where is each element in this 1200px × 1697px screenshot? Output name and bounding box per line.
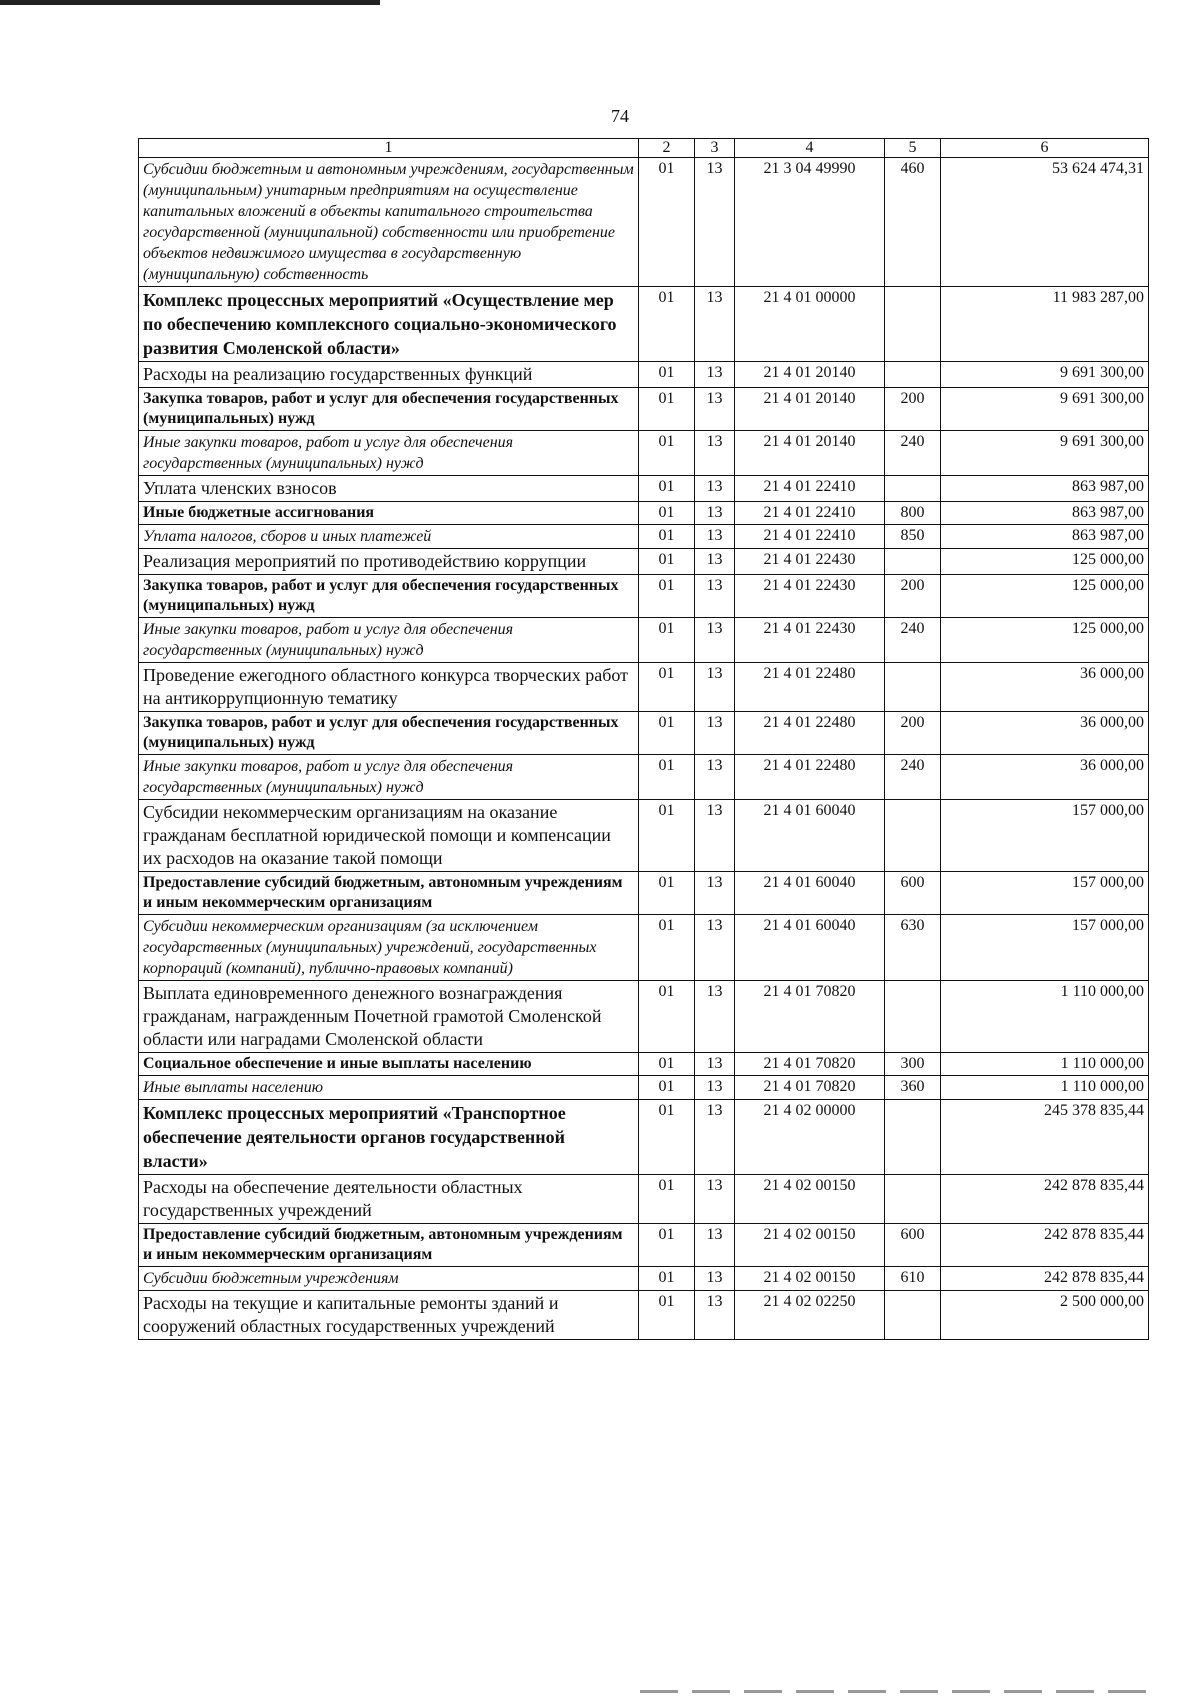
row-amount-cell: 242 878 835,44 — [941, 1175, 1149, 1224]
row-amount-cell: 9 691 300,00 — [941, 431, 1149, 476]
row-name-cell: Иные бюджетные ассигнования — [139, 502, 639, 525]
row-expense-type-cell — [885, 549, 941, 575]
row-amount-cell: 157 000,00 — [941, 872, 1149, 915]
row-subsection-cell: 13 — [695, 575, 735, 618]
row-name-cell: Расходы на обеспечение деятельности областных государственных учреждений — [139, 1175, 639, 1224]
row-subsection-cell: 13 — [695, 1224, 735, 1267]
table-row — [139, 915, 1149, 981]
row-section-cell: 01 — [639, 476, 695, 502]
row-subsection-cell: 13 — [695, 1267, 735, 1291]
table-row — [139, 476, 1149, 502]
row-expense-type-cell: 240 — [885, 755, 941, 800]
row-target-code-cell: 21 4 02 00000 — [735, 1100, 885, 1175]
table-row — [139, 1267, 1149, 1291]
row-name-cell: Уплата членских взносов — [139, 476, 639, 502]
table-row — [139, 1175, 1149, 1224]
row-expense-type-cell — [885, 800, 941, 872]
row-section-cell: 01 — [639, 872, 695, 915]
row-section-cell: 01 — [639, 981, 695, 1053]
row-section-cell: 01 — [639, 362, 695, 388]
row-name-cell: Комплекс процессных мероприятий «Осуществление мер по обеспечению комплексного социально-экономического развития Смоленской области» — [139, 287, 639, 362]
row-subsection-cell: 13 — [695, 287, 735, 362]
row-name-cell: Субсидии некоммерческим организациям (за исключением государственных (муниципальных) учреждений, государственных корпораций (компаний), публично-правовых компаний) — [139, 915, 639, 981]
row-expense-type-cell: 850 — [885, 525, 941, 549]
row-amount-cell: 242 878 835,44 — [941, 1224, 1149, 1267]
row-name-cell: Закупка товаров, работ и услуг для обеспечения государственных (муниципальных) нужд — [139, 388, 639, 431]
row-section-cell: 01 — [639, 1291, 695, 1340]
row-section-cell: 01 — [639, 663, 695, 712]
row-section-cell: 01 — [639, 287, 695, 362]
row-subsection-cell: 13 — [695, 1053, 735, 1076]
row-name-cell: Иные закупки товаров, работ и услуг для обеспечения государственных (муниципальных) нужд — [139, 431, 639, 476]
row-name-cell: Иные закупки товаров, работ и услуг для обеспечения государственных (муниципальных) нужд — [139, 618, 639, 663]
row-subsection-cell: 13 — [695, 388, 735, 431]
row-section-cell: 01 — [639, 431, 695, 476]
table-row — [139, 388, 1149, 431]
row-amount-cell: 157 000,00 — [941, 915, 1149, 981]
row-target-code-cell: 21 4 01 70820 — [735, 981, 885, 1053]
row-section-cell: 01 — [639, 388, 695, 431]
row-amount-cell: 36 000,00 — [941, 663, 1149, 712]
scan-edge-mark — [640, 1690, 1160, 1693]
row-amount-cell: 9 691 300,00 — [941, 362, 1149, 388]
row-section-cell: 01 — [639, 158, 695, 287]
row-subsection-cell: 13 — [695, 872, 735, 915]
table-row — [139, 431, 1149, 476]
row-target-code-cell: 21 4 01 70820 — [735, 1053, 885, 1076]
row-section-cell: 01 — [639, 1100, 695, 1175]
row-amount-cell: 36 000,00 — [941, 755, 1149, 800]
row-amount-cell: 125 000,00 — [941, 575, 1149, 618]
row-expense-type-cell: 600 — [885, 872, 941, 915]
budget-table — [138, 138, 1149, 1340]
row-target-code-cell: 21 4 01 00000 — [735, 287, 885, 362]
page-number: 74 — [611, 106, 629, 126]
row-section-cell: 01 — [639, 502, 695, 525]
table-row — [139, 525, 1149, 549]
row-target-code-cell: 21 4 01 22480 — [735, 712, 885, 755]
row-expense-type-cell: 460 — [885, 158, 941, 287]
table-row — [139, 1100, 1149, 1175]
table-row — [139, 800, 1149, 872]
row-subsection-cell: 13 — [695, 981, 735, 1053]
row-amount-cell: 125 000,00 — [941, 618, 1149, 663]
row-amount-cell: 863 987,00 — [941, 525, 1149, 549]
row-expense-type-cell — [885, 663, 941, 712]
row-amount-cell: 157 000,00 — [941, 800, 1149, 872]
table-row — [139, 981, 1149, 1053]
row-section-cell: 01 — [639, 800, 695, 872]
row-expense-type-cell: 600 — [885, 1224, 941, 1267]
table-row — [139, 618, 1149, 663]
row-target-code-cell: 21 4 01 22430 — [735, 575, 885, 618]
row-name-cell: Комплекс процессных мероприятий «Транспортное обеспечение деятельности органов государственной власти» — [139, 1100, 639, 1175]
row-section-cell: 01 — [639, 1053, 695, 1076]
row-amount-cell: 242 878 835,44 — [941, 1267, 1149, 1291]
row-expense-type-cell: 200 — [885, 712, 941, 755]
row-name-cell: Закупка товаров, работ и услуг для обеспечения государственных (муниципальных) нужд — [139, 712, 639, 755]
table-header-row — [139, 139, 1149, 158]
row-target-code-cell: 21 3 04 49990 — [735, 158, 885, 287]
row-subsection-cell: 13 — [695, 1291, 735, 1340]
row-expense-type-cell: 240 — [885, 431, 941, 476]
table-row — [139, 663, 1149, 712]
row-subsection-cell: 13 — [695, 502, 735, 525]
row-target-code-cell: 21 4 01 70820 — [735, 1076, 885, 1100]
row-expense-type-cell — [885, 476, 941, 502]
row-target-code-cell: 21 4 01 22430 — [735, 618, 885, 663]
row-subsection-cell: 13 — [695, 431, 735, 476]
row-name-cell: Иные закупки товаров, работ и услуг для обеспечения государственных (муниципальных) нужд — [139, 755, 639, 800]
row-expense-type-cell: 200 — [885, 575, 941, 618]
row-name-cell: Социальное обеспечение и иные выплаты населению — [139, 1053, 639, 1076]
row-section-cell: 01 — [639, 575, 695, 618]
table-row — [139, 549, 1149, 575]
row-expense-type-cell — [885, 1291, 941, 1340]
row-subsection-cell: 13 — [695, 915, 735, 981]
row-subsection-cell: 13 — [695, 476, 735, 502]
row-name-cell: Предоставление субсидий бюджетным, автономным учреждениям и иным некоммерческим организациям — [139, 1224, 639, 1267]
table-row — [139, 712, 1149, 755]
row-target-code-cell: 21 4 01 22410 — [735, 525, 885, 549]
row-expense-type-cell: 610 — [885, 1267, 941, 1291]
row-name-cell: Субсидии бюджетным и автономным учреждениям, государственным (муниципальным) унитарным предприятиям на осуществление капитальных вложений в объекты капитального строительства государственной (муниципальной) собственности или приобретение объектов недвижимого имущества в государственную (муниципальную) собственность — [139, 158, 639, 287]
column-header: 4 — [735, 139, 885, 158]
column-header: 3 — [695, 139, 735, 158]
row-expense-type-cell: 360 — [885, 1076, 941, 1100]
row-name-cell: Субсидии некоммерческим организациям на оказание гражданам бесплатной юридической помощи и компенсации их расходов на оказание такой помощи — [139, 800, 639, 872]
row-expense-type-cell — [885, 1100, 941, 1175]
table-row — [139, 575, 1149, 618]
row-target-code-cell: 21 4 01 22410 — [735, 502, 885, 525]
row-expense-type-cell — [885, 362, 941, 388]
scan-edge-mark — [0, 0, 380, 5]
row-target-code-cell: 21 4 02 00150 — [735, 1224, 885, 1267]
row-amount-cell: 1 110 000,00 — [941, 1076, 1149, 1100]
table-row — [139, 1224, 1149, 1267]
row-target-code-cell: 21 4 01 22410 — [735, 476, 885, 502]
row-target-code-cell: 21 4 01 22430 — [735, 549, 885, 575]
row-subsection-cell: 13 — [695, 158, 735, 287]
row-expense-type-cell — [885, 981, 941, 1053]
row-section-cell: 01 — [639, 1267, 695, 1291]
row-amount-cell: 36 000,00 — [941, 712, 1149, 755]
row-subsection-cell: 13 — [695, 712, 735, 755]
row-subsection-cell: 13 — [695, 755, 735, 800]
row-amount-cell: 53 624 474,31 — [941, 158, 1149, 287]
row-subsection-cell: 13 — [695, 549, 735, 575]
table-body — [139, 158, 1149, 1340]
row-name-cell: Выплата единовременного денежного вознаграждения гражданам, награжденным Почетной грамотой Смоленской области или наградами Смоленской области — [139, 981, 639, 1053]
column-header: 2 — [639, 139, 695, 158]
row-name-cell: Реализация мероприятий по противодействию коррупции — [139, 549, 639, 575]
row-subsection-cell: 13 — [695, 1100, 735, 1175]
row-section-cell: 01 — [639, 1076, 695, 1100]
row-section-cell: 01 — [639, 712, 695, 755]
row-amount-cell: 9 691 300,00 — [941, 388, 1149, 431]
row-target-code-cell: 21 4 02 00150 — [735, 1267, 885, 1291]
row-section-cell: 01 — [639, 755, 695, 800]
row-target-code-cell: 21 4 01 20140 — [735, 362, 885, 388]
row-name-cell: Закупка товаров, работ и услуг для обеспечения государственных (муниципальных) нужд — [139, 575, 639, 618]
row-target-code-cell: 21 4 01 60040 — [735, 800, 885, 872]
row-section-cell: 01 — [639, 915, 695, 981]
row-subsection-cell: 13 — [695, 1175, 735, 1224]
row-expense-type-cell: 630 — [885, 915, 941, 981]
table-row — [139, 158, 1149, 287]
row-name-cell: Расходы на текущие и капитальные ремонты зданий и сооружений областных государственных учреждений — [139, 1291, 639, 1340]
table-row — [139, 1291, 1149, 1340]
row-amount-cell: 245 378 835,44 — [941, 1100, 1149, 1175]
row-subsection-cell: 13 — [695, 663, 735, 712]
row-name-cell: Субсидии бюджетным учреждениям — [139, 1267, 639, 1291]
row-target-code-cell: 21 4 01 60040 — [735, 872, 885, 915]
row-subsection-cell: 13 — [695, 1076, 735, 1100]
row-subsection-cell: 13 — [695, 618, 735, 663]
column-header: 5 — [885, 139, 941, 158]
row-amount-cell: 863 987,00 — [941, 502, 1149, 525]
row-amount-cell: 125 000,00 — [941, 549, 1149, 575]
row-expense-type-cell: 800 — [885, 502, 941, 525]
row-target-code-cell: 21 4 01 20140 — [735, 388, 885, 431]
row-expense-type-cell — [885, 287, 941, 362]
row-amount-cell: 11 983 287,00 — [941, 287, 1149, 362]
row-amount-cell: 863 987,00 — [941, 476, 1149, 502]
row-name-cell: Уплата налогов, сборов и иных платежей — [139, 525, 639, 549]
table-row — [139, 287, 1149, 362]
table-row — [139, 1053, 1149, 1076]
row-name-cell: Проведение ежегодного областного конкурса творческих работ на антикоррупционную тематику — [139, 663, 639, 712]
row-subsection-cell: 13 — [695, 800, 735, 872]
row-amount-cell: 2 500 000,00 — [941, 1291, 1149, 1340]
table-row — [139, 362, 1149, 388]
column-header: 1 — [139, 139, 639, 158]
row-amount-cell: 1 110 000,00 — [941, 981, 1149, 1053]
row-section-cell: 01 — [639, 1224, 695, 1267]
row-target-code-cell: 21 4 02 00150 — [735, 1175, 885, 1224]
row-expense-type-cell: 240 — [885, 618, 941, 663]
row-section-cell: 01 — [639, 1175, 695, 1224]
table-row — [139, 755, 1149, 800]
row-name-cell: Иные выплаты населению — [139, 1076, 639, 1100]
row-section-cell: 01 — [639, 618, 695, 663]
table-row — [139, 502, 1149, 525]
row-target-code-cell: 21 4 01 22480 — [735, 663, 885, 712]
row-target-code-cell: 21 4 01 20140 — [735, 431, 885, 476]
table-row — [139, 872, 1149, 915]
row-subsection-cell: 13 — [695, 362, 735, 388]
row-expense-type-cell — [885, 1175, 941, 1224]
row-section-cell: 01 — [639, 525, 695, 549]
row-section-cell: 01 — [639, 549, 695, 575]
row-expense-type-cell: 300 — [885, 1053, 941, 1076]
table-row — [139, 1076, 1149, 1100]
row-target-code-cell: 21 4 01 22480 — [735, 755, 885, 800]
row-subsection-cell: 13 — [695, 525, 735, 549]
row-expense-type-cell: 200 — [885, 388, 941, 431]
row-amount-cell: 1 110 000,00 — [941, 1053, 1149, 1076]
row-name-cell: Расходы на реализацию государственных функций — [139, 362, 639, 388]
row-name-cell: Предоставление субсидий бюджетным, автономным учреждениям и иным некоммерческим организациям — [139, 872, 639, 915]
row-target-code-cell: 21 4 02 02250 — [735, 1291, 885, 1340]
row-target-code-cell: 21 4 01 60040 — [735, 915, 885, 981]
column-header: 6 — [941, 139, 1149, 158]
